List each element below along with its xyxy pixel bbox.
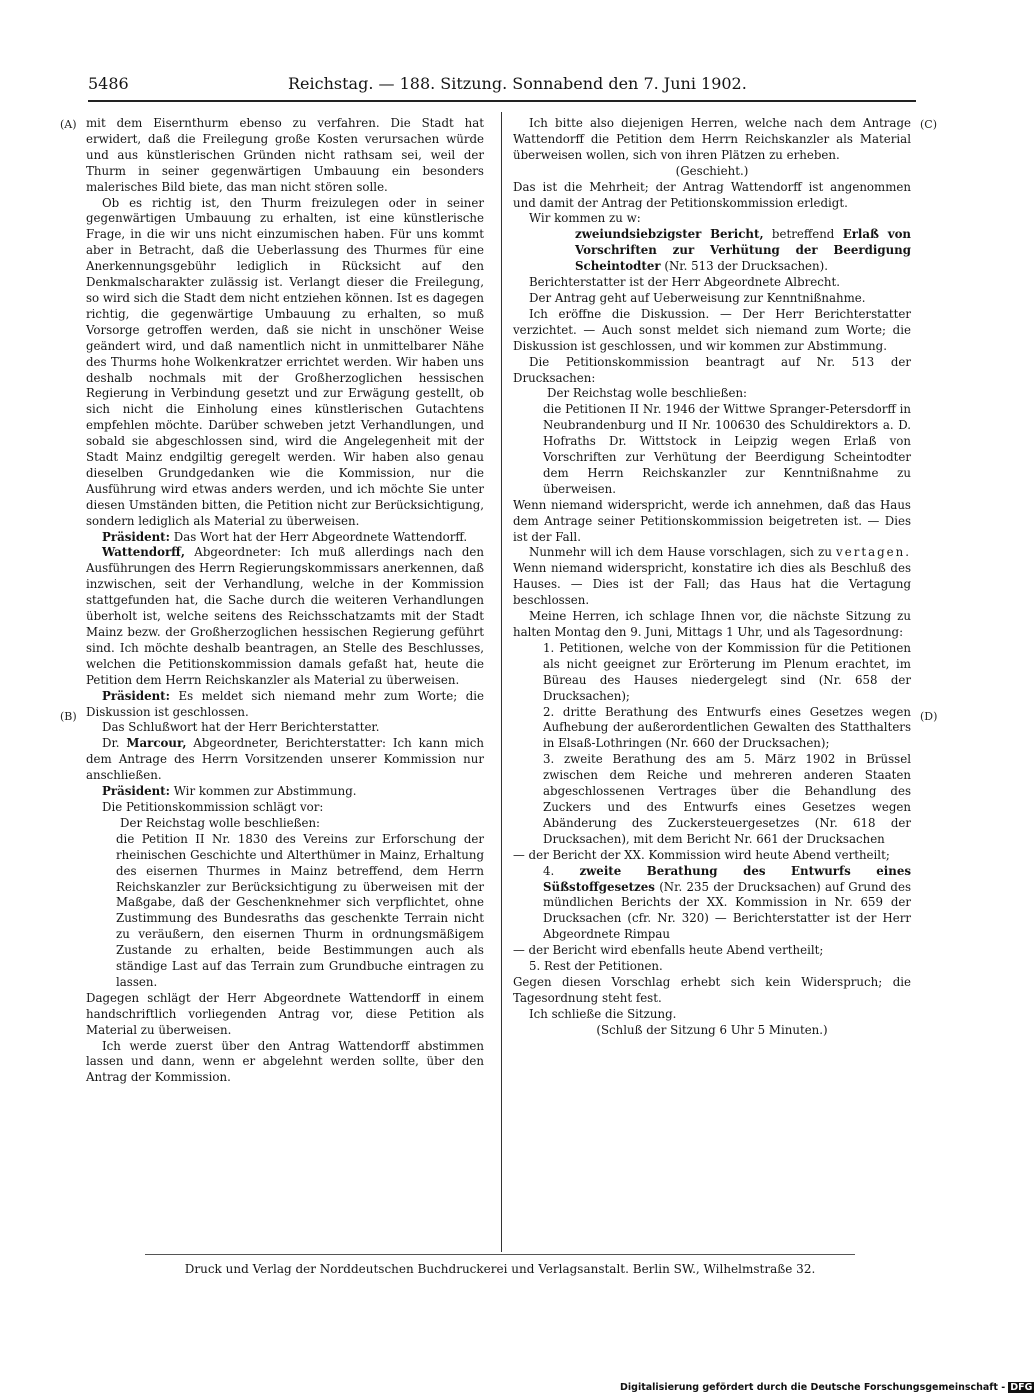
paragraph: Gegen diesen Vorschlag erhebt sich kein Widerspruch; die Tagesordnung steht fest.	[513, 974, 911, 1005]
agenda-item	[543, 864, 911, 944]
digitization-text: Digitalisierung gefördert durch die Deutsche Forschungsgemeinschaft -	[620, 1382, 1006, 1393]
margin-marker-d: (D)	[920, 710, 938, 723]
dfg-logo: DFG	[1010, 1382, 1033, 1393]
running-title: Reichstag. — 188. Sitzung. Sonnabend den 7. Juni 1902.	[288, 74, 747, 93]
agenda-item-title	[575, 227, 911, 275]
paragraph: Meine Herren, ich schlage Ihnen vor, die nächste Sitzung zu halten Montag den 9. Juni, Mittags 1 Uhr, und als Tagesordnung:	[513, 609, 911, 639]
text-span: (Nr. 513 der Drucksachen).	[660, 259, 828, 274]
report-subject: Erlaß von Vorschriften zur Verhütung der Beerdigung Scheintodter	[575, 227, 912, 274]
speaker-title: Dr.	[102, 736, 127, 751]
speech	[86, 784, 484, 800]
speaker-name: Präsident:	[102, 529, 170, 544]
stage-direction: (Geschieht.)	[675, 163, 749, 178]
paragraph: Wir kommen zu w:	[529, 211, 641, 226]
speech	[86, 689, 484, 721]
resolution-heading: Der Reichstag wolle beschließen:	[547, 386, 748, 401]
paragraph: mit dem Eisernthurm ebenso zu verfahren. Die Stadt hat erwidert, daß die Freilegung große Kosten verursachen würde und aus künstlerischen Gründen nicht rathsam sei, weil der Thurm in seiner gegenwärtigen Umbauung ein besonders malerisches Bild biete, das man nicht stören solle.	[86, 116, 484, 194]
item-number: 4.	[543, 863, 580, 878]
speaker-name: Marcour,	[126, 736, 187, 751]
margin-marker-b: (B)	[60, 710, 77, 723]
report-name: zweiundsiebzigster Bericht,	[575, 227, 764, 242]
page-header	[88, 74, 916, 96]
paragraph: Wenn niemand widerspricht, werde ich annehmen, daß das Haus dem Antrage seiner Petitionskommission beigetreten ist. — Dies ist der Fall.	[513, 497, 911, 544]
resolution-text: die Petition II Nr. 1830 des Vereins zur Erforschung der rheinischen Geschichte und Alterthümer in Mainz, Erhaltung des eisernen Thurmes in Mainz betreffend, dem Herrn Reichskanzler zur Berücksichtigung zu überweisen mit der Maßgabe, daß der Geschenknehmer sich verpflichtet, ohne Zustimmung des Bundesraths das geschenkte Terrain nicht zu veräußern, den eisernen Thurm in ordnungsmäßigem Zustande zu erhalten, beide Bestimmungen auch als ständige Last auf das Terrain zum Grundbuche eintragen zu lassen.	[116, 831, 484, 989]
spaced-word: vertagen.	[836, 545, 911, 560]
agenda-item: 3. zweite Berathung des am 5. März 1902 in Brüssel zwischen dem Reiche und mehreren anderen Staaten abgeschlossenen Vertrages über die Behandlung des Zuckers und des Entwurfs eines Gesetzes wegen Abänderung des Zuckersteuergesetzes (Nr. 618 der Drucksachen), mit dem Bericht Nr. 661 der Drucksachen	[543, 752, 911, 846]
margin-marker-a: (A)	[60, 118, 77, 131]
text-span: betreffend	[763, 227, 843, 242]
speech-text: Es meldet sich niemand mehr zum Worte; die Diskussion ist geschlossen.	[86, 688, 484, 719]
speaker-name: Präsident:	[102, 688, 170, 703]
speaker-name: Wattendorff,	[102, 545, 185, 560]
paragraph	[513, 545, 911, 609]
speech-text: Abgeordneter: Ich muß allerdings nach den Ausführungen des Herrn Regierungskommissars anerkennen, daß inzwischen, seit der Verhandlung, welche in der Kommission stattgefunden hat, die Sache durch die weiteren Verhandlungen überholt ist, welche seitens des Reichsschatzamts mit der Stadt Mainz bezw. der Großherzoglichen hessischen Regierung geführt sind. Ich möchte deshalb beantragen, an Stelle des Beschlusses, welchen die Petitionskommission damals gefaßt hat, heute die Petition dem Herrn Reichskanzler als Material zu überweisen.	[86, 545, 484, 687]
speech-text: Abgeordneter, Berichterstatter: Ich kann mich dem Antrage des Herrn Vorsitzenden unserer Kommission nur anschließen.	[86, 736, 484, 783]
paragraph: Das ist die Mehrheit; der Antrag Wattendorff ist angenommen und damit der Antrag der Petitionskommission erledigt.	[513, 179, 911, 210]
agenda-note: — der Bericht der XX. Kommission wird heute Abend vertheilt;	[513, 847, 890, 862]
right-column	[513, 116, 911, 1246]
session-close: (Schluß der Sitzung 6 Uhr 5 Minuten.)	[596, 1022, 828, 1037]
text-span: Nunmehr will ich dem Hause vorschlagen, sich zu	[529, 545, 837, 560]
footer-rule	[145, 1254, 855, 1255]
paragraph: Die Petitionskommission schlägt vor:	[102, 799, 324, 814]
paragraph: Ich bitte also diejenigen Herren, welche nach dem Antrage Wattendorff die Petition dem Herrn Reichskanzler als Material überweisen wollen, sich von ihren Plätzen zu erheben.	[513, 116, 911, 162]
paragraph: Der Antrag geht auf Ueberweisung zur Kenntnißnahme.	[529, 290, 866, 305]
page-number: 5486	[88, 74, 129, 93]
agenda-item: 1. Petitionen, welche von der Kommission für die Petitionen als nicht geeignet zur Erörterung im Plenum erachtet, im Büreau des Hauses niedergelegt sind (Nr. 658 der Drucksachen);	[543, 640, 911, 703]
speaker-name: Präsident:	[102, 784, 170, 799]
digitization-stamp	[620, 1382, 1034, 1393]
paragraph: Ich eröffne die Diskussion. — Der Herr Berichterstatter verzichtet. — Auch sonst meldet sich niemand zum Worte; die Diskussion ist geschlossen, und wir kommen zur Abstimmung.	[513, 306, 911, 353]
speech	[86, 545, 484, 688]
paragraph: Dagegen schlägt der Herr Abgeordnete Wattendorff in einem handschriftlich vorliegenden Antrag vor, diese Petition als Material zu überweisen.	[86, 990, 484, 1037]
speech-text: Wir kommen zur Abstimmung.	[170, 784, 357, 799]
agenda-note: — der Bericht wird ebenfalls heute Abend vertheilt;	[513, 943, 824, 958]
speech	[86, 530, 484, 546]
paragraph: Ich werde zuerst über den Antrag Wattendorff abstimmen lassen und dann, wenn er abgelehnt werden sollte, über den Antrag der Kommission.	[86, 1038, 484, 1085]
agenda-item: 5. Rest der Petitionen.	[529, 959, 663, 974]
text-span: Wenn niemand widerspricht, konstatire ich dies als Beschluß des Hauses. — Dies ist der Fall; das Haus hat die Vertagung beschlossen.	[513, 561, 911, 608]
paragraph: Ich schließe die Sitzung.	[529, 1006, 677, 1021]
paragraph: Berichterstatter ist der Herr Abgeordnete Albrecht.	[529, 275, 840, 290]
printer-imprint: Druck und Verlag der Norddeutschen Buchdruckerei und Verlagsanstalt. Berlin SW., Wilhelmstraße 32.	[184, 1262, 816, 1276]
paragraph: Die Petitionskommission beantragt auf Nr. 513 der Drucksachen:	[513, 354, 911, 385]
column-divider	[501, 112, 502, 1252]
resolution-text: die Petitionen II Nr. 1946 der Wittwe Spranger-Petersdorff in Neubrandenburg und II Nr. 100630 des Schuldirektors a. D. Hofraths Dr. Wittstock in Leipzig wegen Erlaß von Vorschriften zur Verhütung der Beerdigung Scheintodter dem Herrn Reichskanzler zur Kenntnißnahme zu überweisen.	[543, 402, 911, 496]
paragraph: Das Schlußwort hat der Herr Berichterstatter.	[102, 720, 380, 735]
speech	[86, 736, 484, 784]
speech-text: Das Wort hat der Herr Abgeordnete Wattendorff.	[170, 529, 468, 544]
margin-marker-c: (C)	[920, 118, 937, 131]
item-title: zweite Berathung des Entwurfs eines Süßstoffgesetzes	[543, 863, 911, 894]
text-span: (Nr. 235 der Drucksachen) auf Grund des mündlichen Berichts der XX. Kommission in Nr. 659 der Drucksachen (cfr. Nr. 320) — Berichterstatter ist der Herr Abgeordnete Rimpau	[543, 879, 911, 942]
left-column	[86, 116, 484, 1246]
resolution-heading: Der Reichstag wolle beschließen:	[120, 815, 321, 830]
agenda-item: 2. dritte Berathung des Entwurfs eines Gesetzes wegen Aufhebung der außerordentlichen Gewalten des Statthalters in Elsaß-Lothringen (Nr. 660 der Drucksachen);	[543, 704, 911, 751]
header-rule	[88, 100, 916, 102]
paragraph: Ob es richtig ist, den Thurm freizulegen oder in seiner gegenwärtigen Umbauung zu erhalten, ist eine künstlerische Frage, in die wir uns nicht einzumischen haben. Für uns kommt aber in Betracht, daß die Ueberlassung des Thurmes für eine Anerkennungsgebühr lediglich in Rücksicht auf den Denkmalscharakter zulässig ist. Verlangt dieser die Freilegung, so wird sich die Stadt dem nicht entziehen können. Ist es dagegen richtig, die gegenwärtige Umbauung zu erhalten, so muß Vorsorge getroffen werden, daß sie nicht in unschöner Weise geändert wird, und daß namentlich nicht in unmittelbarer Nähe des Thurms hohe Wolkenkratzer errichtet werden. Wir haben uns deshalb nochmals mit der Großherzoglichen hessischen Regierung in Verbindung gesetzt und zur Erwägung gestellt, ob sich nicht die Einholung eines künstlerischen Gutachtens empfehlen möchte. Darüber schweben jetzt Verhandlungen, und sobald sie abgeschlossen sind, wird die Angelegenheit mit der Stadt Mainz endgiltig geregelt werden. Wir haben also genau dieselben Grundgedanken wie die Kommission, nur die Ausführung wird etwas anders werden, und ich möchte Sie unter diesen Umständen bitten, die Petition nicht zur Berücksichtigung, sondern lediglich als Material zu überweisen.	[86, 195, 484, 528]
